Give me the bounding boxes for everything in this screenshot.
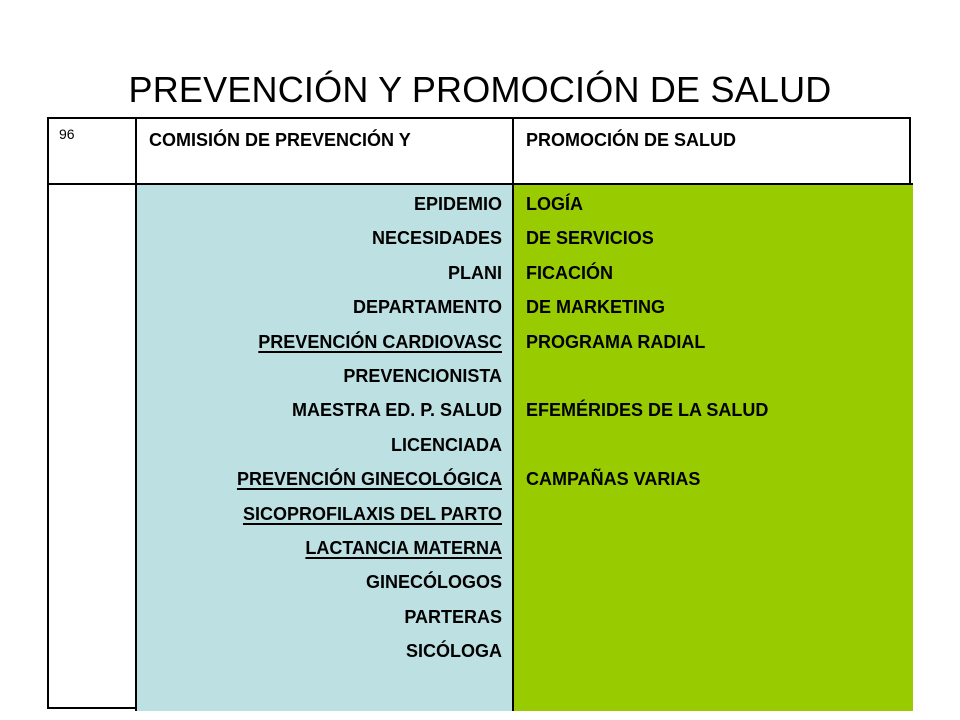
- list-item: GINECÓLOGOS: [365, 572, 502, 593]
- list-item: DEPARTAMENTO: [352, 297, 502, 318]
- list-item: PREVENCIONISTA: [343, 365, 502, 386]
- list-item: PROGRAMA RADIAL: [526, 331, 706, 352]
- staff-list-cell: [137, 185, 514, 711]
- list-item: EFEMÉRIDES DE LA SALUD: [526, 400, 769, 421]
- list-item: NECESIDADES: [371, 228, 502, 249]
- slide-title: PREVENCIÓN Y PROMOCIÓN DE SALUD: [128, 69, 832, 110]
- header-left-cell: COMISIÓN DE PREVENCIÓN Y: [137, 119, 514, 185]
- list-item: EPIDEMIO: [413, 194, 502, 214]
- list-item: MAESTRA ED. P. SALUD: [291, 400, 502, 421]
- list-item: LACTANCIA MATERNA: [305, 537, 502, 558]
- row-number-cell: 96: [49, 119, 137, 185]
- header-right-cell: PROMOCIÓN DE SALUD: [514, 119, 913, 185]
- list-item: DE SERVICIOS: [526, 228, 654, 249]
- activities-list: [526, 187, 913, 497]
- list-item: PREVENCIÓN GINECOLÓGICA: [236, 469, 502, 490]
- list-item: PREVENCIÓN CARDIOVASC: [258, 331, 502, 352]
- list-item: SICOPROFILAXIS DEL PARTO: [242, 503, 502, 524]
- list-item: PLANI: [448, 262, 502, 283]
- list-item: CAMPAÑAS VARIAS: [526, 469, 701, 490]
- list-item: [526, 428, 913, 462]
- staff-list: [137, 187, 502, 668]
- list-item: PARTERAS: [404, 606, 502, 627]
- list-item: FICACIÓN: [526, 262, 613, 283]
- empty-number-cell: [49, 185, 137, 711]
- list-item: SICÓLOGA: [405, 641, 502, 662]
- list-item: LOGÍA: [526, 194, 583, 214]
- list-item: [526, 359, 913, 393]
- commission-table: [47, 117, 911, 709]
- list-item: DE MARKETING: [526, 297, 665, 318]
- activities-list-cell: [514, 185, 913, 711]
- list-item: LICENCIADA: [391, 434, 502, 455]
